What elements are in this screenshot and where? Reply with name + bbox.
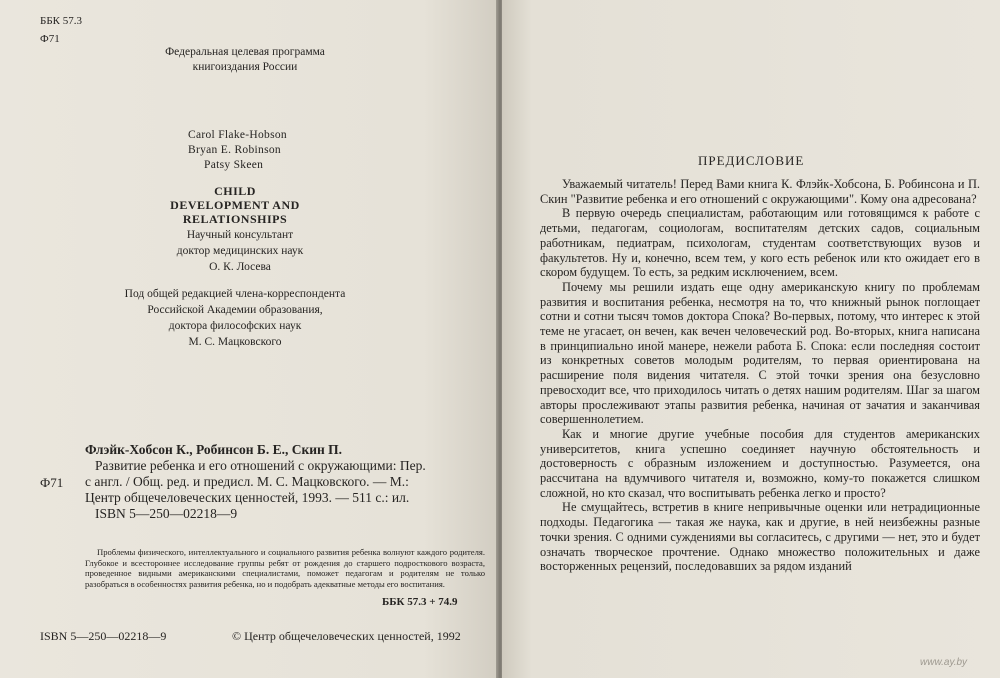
udc-code: Ф71 — [40, 33, 60, 45]
author-name: Bryan E. Robinson — [188, 144, 281, 156]
title-line: CHILD — [214, 184, 256, 198]
annotation-text: Проблемы физического, интеллектуального и социального развития ребенка волнуют каждого родителя. Глубокое и всестороннее исследование группы ребят от рождения до старшего подросткового возраста, проведенное видными американскими специалистами, поможет педагогам и родителям не только разобраться в особенностях развития ребенка, но и подобрать адекватные методы его воспитания. — [85, 547, 485, 589]
catalog-entry — [85, 442, 485, 522]
editor-line: Российской Академии образования, — [147, 304, 323, 316]
author-name: Patsy Skeen — [204, 159, 264, 171]
editor-line: Под общей редакцией члена-корреспондента — [124, 288, 346, 300]
watermark: www.ay.by — [920, 657, 968, 668]
bbk-bottom: ББК 57.3 + 74.9 — [382, 596, 458, 608]
left-page — [0, 0, 498, 678]
preface-paragraph: Не смущайтесь, встретив в книге непривычные оценки или нетрадиционные подходы. Педагогика — такая же наука, как и другие, в ней неизбежны разные точки зрения. С одними суждениями вы согласитесь, с другими — нет, это и будет означать творческое прочтение. Однако множество положительных и даже восторженных рецензий, последовавших за рядом изданий — [540, 500, 980, 574]
preface-paragraph: В первую очередь специалистам, работающим или готовящимся к работе с детьми, педагогам, социологам, воспитателям детских садов, социальным работникам, педиатрам, психологам, студентам соответствующих вузов и факультетов. Ну и, конечно, всем тем, у кого есть ребенок или кто ожидает его в скором будущем. То есть, за редким исключением, всем. — [540, 206, 980, 280]
consultant-line: О. К. Лосева — [209, 261, 271, 273]
catalog-line: с англ. / Общ. ред. и предисл. М. С. Мацковского. — М.: — [85, 474, 409, 489]
title-line: DEVELOPMENT AND — [170, 198, 300, 212]
consultant-line: доктор медицинских наук — [176, 245, 304, 257]
bbk-code: ББК 57.3 — [40, 15, 82, 27]
original-title — [150, 184, 320, 226]
isbn-bottom: ISBN 5—250—02218—9 — [40, 629, 167, 643]
copyright-line: © Центр общечеловеческих ценностей, 1992 — [232, 629, 461, 643]
editor-line: М. С. Мацковского — [188, 336, 282, 348]
catalog-line: Развитие ребенка и его отношений с окружающими: Пер. — [95, 458, 426, 473]
program-line: Федеральная целевая программа — [165, 46, 325, 58]
preface-paragraph: Как и многие другие учебные пособия для студентов американских университетов, книга успешно соединяет научную обстоятельность и достоверность с образным изложением и доступностью. Разумеется, она рассчитана на вдумчивого читателя и, возможно, кому-то покажется слишком сложной, но кто сказал, что воспитывать ребенка легко и просто? — [540, 426, 980, 500]
bbk-code-block — [40, 12, 82, 48]
catalog-isbn: ISBN 5—250—02218—9 — [95, 506, 238, 521]
program-heading — [130, 45, 360, 75]
author-name: Carol Flake-Hobson — [188, 129, 287, 141]
preface-paragraph: Уважаемый читатель! Перед Вами книга К. Флэйк-Хобсона, Б. Робинсона и П. Скин "Развитие ребенка и его отношений с окружающими". Кому она адресована? — [540, 177, 980, 206]
editor-line: доктора философских наук — [168, 320, 302, 332]
catalog-index: Ф71 — [40, 475, 64, 490]
scientific-consultant — [140, 227, 340, 275]
consultant-line: Научный консультант — [186, 229, 294, 241]
right-page — [502, 0, 1000, 678]
program-line: книгоиздания России — [192, 61, 298, 73]
original-authors — [188, 128, 287, 173]
preface-paragraph: Почему мы решили издать еще одну американскую книгу по проблемам развития и воспитания ребенка, несмотря на то, что книжный рынок поглощает сотни и сотни тысяч томов доктора Спока? Во-первых, потому, что интерес к этой теме не угасает, он вечен, как вечен человеческий род. Во-вторых, книга написана в принципиально иной манере, нежели работа Б. Спока: если последняя состоит из конкретных советов молодым родителям, то первая ориентирована на расширение поля видения читателя. С этой точки зрения она безусловно превосходит все, что приходилось читать о детях нашим родителям. Шаг за шагом авторы прослеживают этапы развития ребенка, начиная от зачатия и заканчивая совершеннолетием. — [540, 279, 980, 427]
general-editor — [115, 286, 355, 350]
title-line: RELATIONSHIPS — [182, 212, 288, 226]
catalog-heading: Флэйк-Хобсон К., Робинсон Б. Е., Скин П. — [85, 442, 343, 457]
preface-title: ПРЕДИСЛОВИЕ — [698, 153, 805, 168]
preface-body — [540, 177, 980, 574]
catalog-line: Центр общечеловеческих ценностей, 1993. — 511 с.: ил. — [85, 490, 410, 505]
